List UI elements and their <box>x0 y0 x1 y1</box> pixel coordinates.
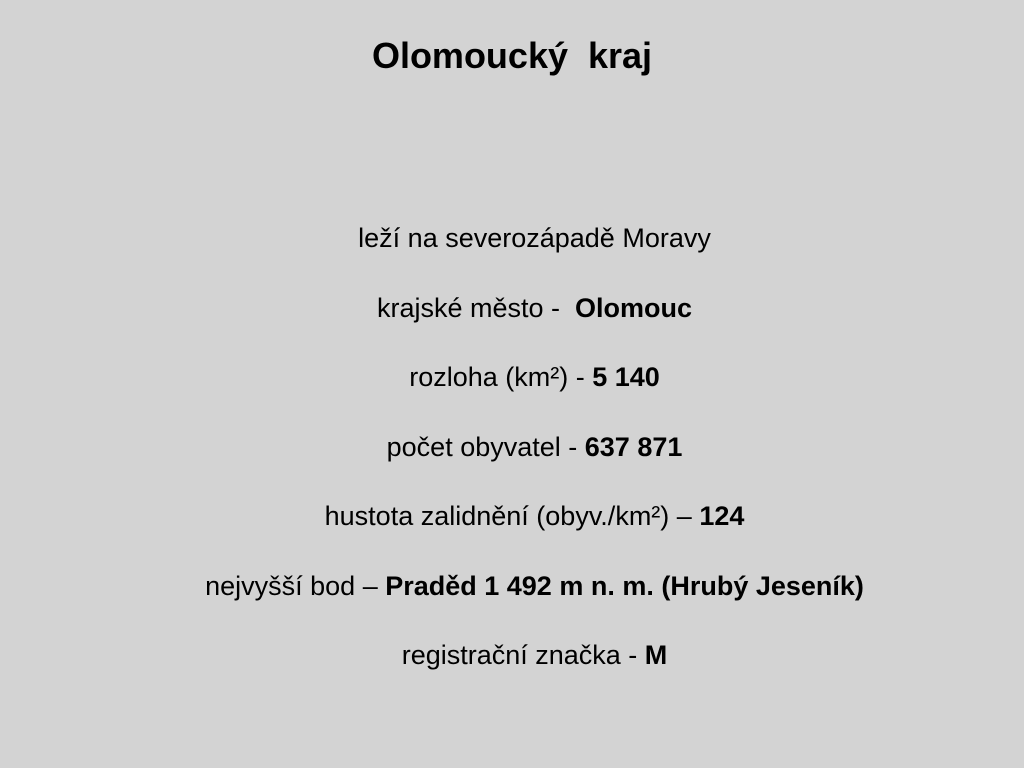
info-plate-code-value: M <box>644 640 668 670</box>
info-location-text: leží na severozápadě Moravy <box>358 223 711 253</box>
info-list <box>0 172 1024 670</box>
info-highest-point-label: nejvyšší bod – <box>205 570 386 601</box>
info-location <box>0 172 1024 253</box>
info-plate-code-label: registrační značka - <box>401 640 645 670</box>
info-density-value: 124 <box>699 501 745 531</box>
info-capital-value: Olomouc <box>575 292 693 323</box>
slide-title: Olomoucký kraj <box>371 35 653 76</box>
info-population-value: 637 871 <box>584 431 683 462</box>
info-density-label: hustota zalidnění (obyv./km²) – <box>324 501 700 531</box>
info-area-label: rozloha (km²) - <box>409 362 593 392</box>
info-area-value: 5 140 <box>592 362 660 392</box>
info-highest-point-value: Praděd 1 492 m n. m. (Hrubý Jeseník) <box>385 570 864 601</box>
info-capital-label: krajské město - <box>376 292 576 323</box>
info-population-label: počet obyvatel - <box>386 431 585 462</box>
